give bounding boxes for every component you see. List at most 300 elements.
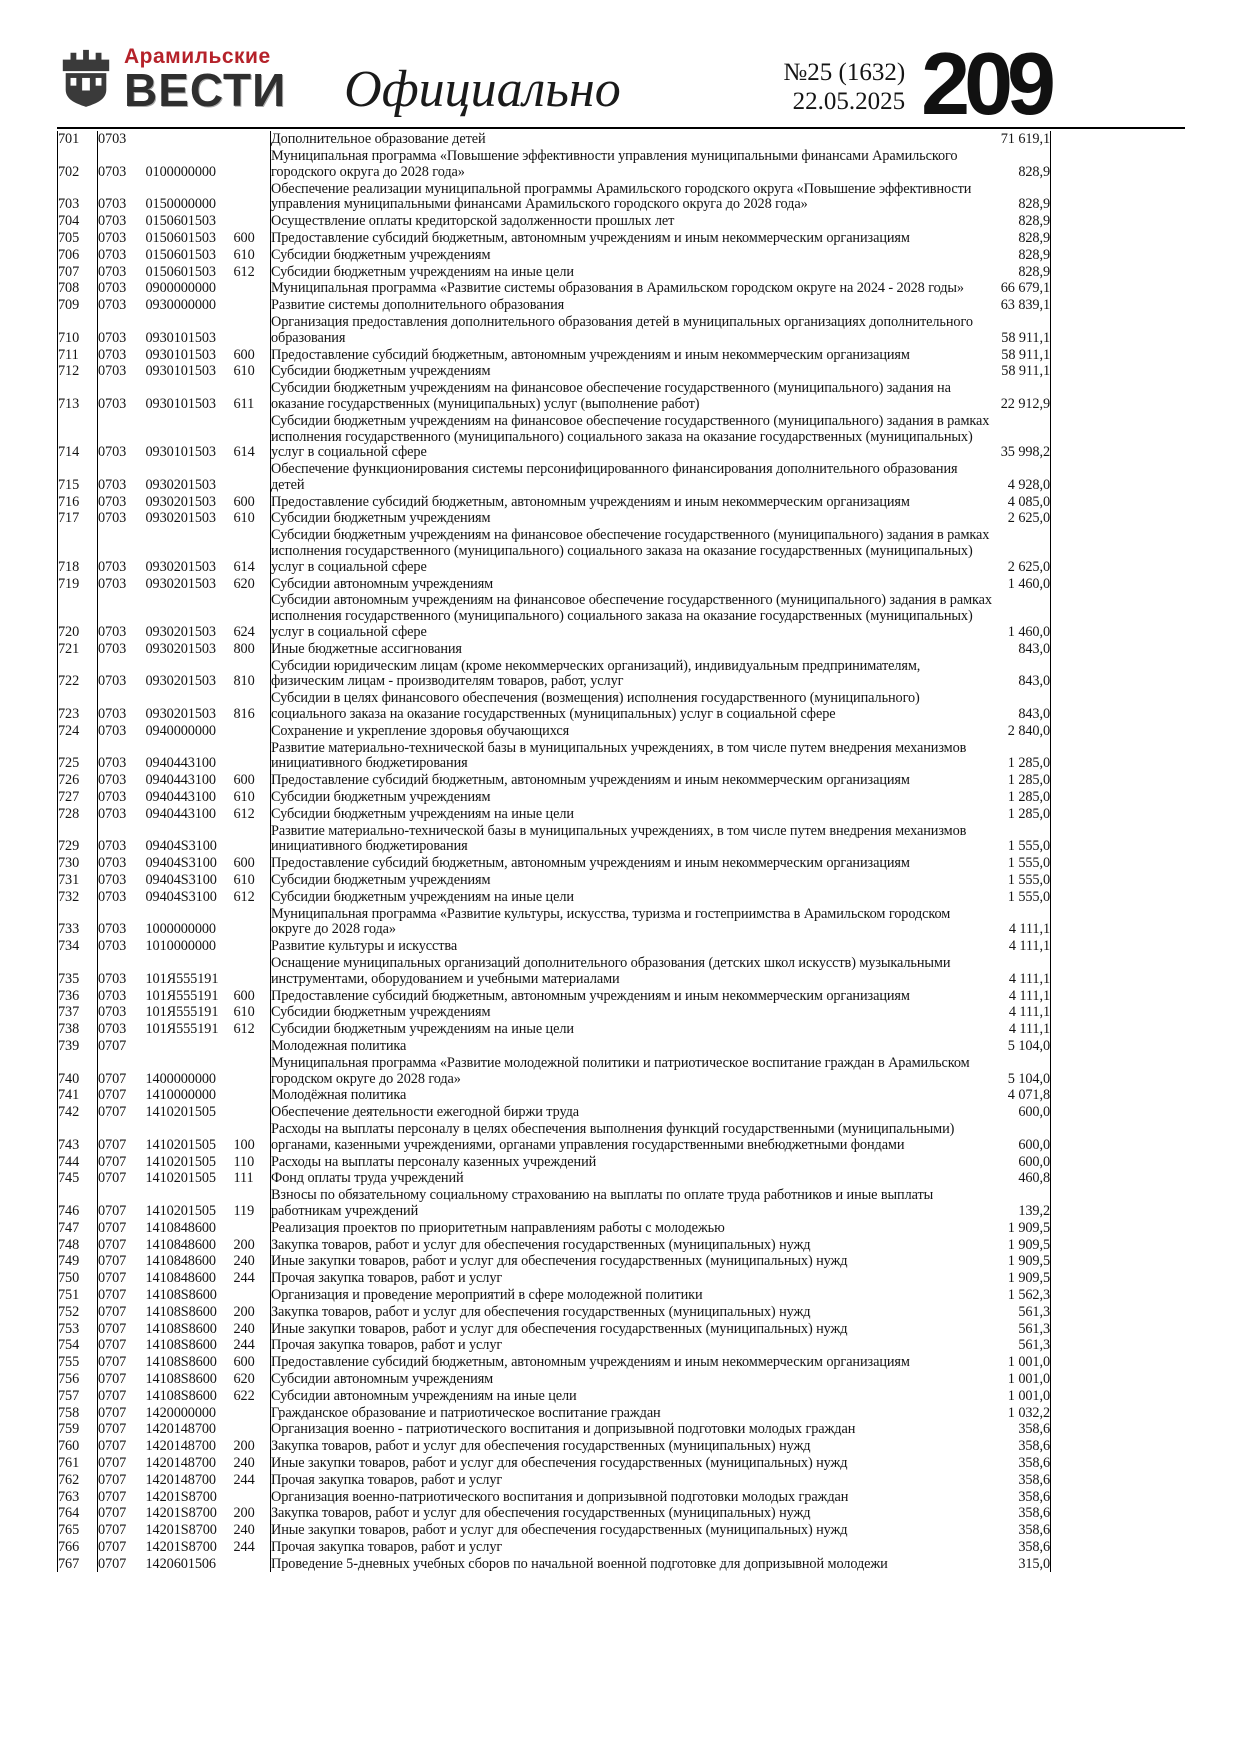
row-name: Субсидии бюджетным учреждениям на финансовое обеспечение государственного (муниципального) задания в рамках исполнения государственного (муниципального) социального заказа на оказание государственных (муниципальных) услуг в социальной сфере [271, 527, 993, 575]
expense-type-code: 600 [233, 855, 255, 872]
expense-type-code: 614 [233, 558, 255, 575]
row-amount: 5 104,0 [993, 1038, 1051, 1055]
target-article-code: 14201S8700 [145, 1505, 217, 1522]
section-code: 0703 [98, 624, 127, 641]
row-amount: 843,0 [993, 641, 1051, 658]
row-amount: 58 911,1 [993, 347, 1051, 364]
section-code: 0703 [98, 558, 127, 575]
expense-type-code [234, 1220, 271, 1237]
section-code: 0703 [98, 280, 127, 297]
row-name: Субсидии автономным учреждениям [271, 576, 993, 593]
expense-type-code: 600 [233, 1354, 255, 1371]
row-number: 717 [58, 510, 98, 527]
row-number: 703 [58, 181, 98, 214]
section-code: 0707 [98, 1270, 127, 1287]
table-row [58, 823, 1051, 856]
table-row [58, 592, 1051, 640]
row-name: Муниципальная программа «Развитие молодежной политики и патриотическое воспитание граждан в Арамильском городском округе до 2028 года» [271, 1055, 993, 1088]
table-row [58, 461, 1051, 494]
table-row [58, 1237, 1051, 1254]
expense-type-code: 110 [233, 1153, 255, 1170]
row-name: Прочая закупка товаров, работ и услуг [271, 1337, 993, 1354]
target-article-code: 1410848600 [145, 1253, 216, 1270]
row-number: 767 [58, 1556, 98, 1573]
table-row [58, 658, 1051, 691]
row-amount: 1 285,0 [993, 789, 1051, 806]
table-row [58, 1438, 1051, 1455]
target-article-code: 0930201503 [145, 510, 216, 527]
section-code: 0703 [98, 921, 127, 938]
row-amount: 561,3 [993, 1337, 1051, 1354]
table-row [58, 1371, 1051, 1388]
row-name: Субсидии бюджетным учреждениям [271, 1004, 993, 1021]
target-article-code: 14108S8600 [145, 1303, 217, 1320]
expense-type-code [234, 314, 271, 347]
row-amount: 358,6 [993, 1455, 1051, 1472]
row-amount: 358,6 [993, 1539, 1051, 1556]
row-amount: 139,2 [993, 1187, 1051, 1220]
table-row [58, 906, 1051, 939]
row-amount: 4 111,1 [993, 938, 1051, 955]
section-code: 0703 [98, 196, 127, 213]
expense-type-code: 612 [233, 1021, 255, 1038]
table-row [58, 148, 1051, 181]
table-row [58, 510, 1051, 527]
table-row [58, 131, 1051, 148]
row-name: Субсидии бюджетным учреждениям [271, 872, 993, 889]
section-code: 0707 [98, 1153, 127, 1170]
row-number: 758 [58, 1405, 98, 1422]
expense-type-code: 244 [233, 1270, 255, 1287]
section-code: 0707 [98, 1538, 127, 1555]
expense-type-code: 244 [233, 1471, 255, 1488]
table-row [58, 855, 1051, 872]
row-name: Оснащение муниципальных организаций дополнительного образования (детских школ искусств) музыкальными инструментами, оборудованием и учебными материалами [271, 955, 993, 988]
row-amount: 4 111,1 [993, 1004, 1051, 1021]
row-number: 760 [58, 1438, 98, 1455]
table-row [58, 1187, 1051, 1220]
target-article-code: 0100000000 [145, 163, 216, 180]
row-number: 739 [58, 1038, 98, 1055]
row-amount: 358,6 [993, 1438, 1051, 1455]
section-code: 0707 [98, 1438, 127, 1455]
target-article-code: 0930101503 [145, 329, 216, 346]
row-name: Муниципальная программа «Повышение эффективности управления муниципальными финансами Арамильского городского округа до 2028 года» [271, 148, 993, 181]
row-number: 704 [58, 213, 98, 230]
section-code: 0703 [98, 476, 127, 493]
expense-type-code [234, 1038, 271, 1055]
expense-type-code [234, 938, 271, 955]
row-name: Закупка товаров, работ и услуг для обеспечения государственных (муниципальных) нужд [271, 1505, 993, 1522]
row-number: 710 [58, 314, 98, 347]
row-amount: 4 111,1 [993, 988, 1051, 1005]
target-article-code: 09404S3100 [145, 872, 217, 889]
expense-type-code [234, 1489, 271, 1506]
row-number: 740 [58, 1055, 98, 1088]
section-code: 0703 [98, 722, 127, 739]
table-row [58, 641, 1051, 658]
expense-type-code: 200 [233, 1236, 255, 1253]
issue-info [783, 58, 905, 116]
row-number: 718 [58, 527, 98, 575]
coat-of-arms-icon [57, 44, 115, 108]
table-row [58, 1170, 1051, 1187]
expense-type-code: 610 [233, 872, 255, 889]
expense-type-code [234, 131, 271, 148]
row-number: 763 [58, 1489, 98, 1506]
row-name: Субсидии бюджетным учреждениям [271, 247, 993, 264]
target-article-code: 1410848600 [145, 1270, 216, 1287]
row-name: Закупка товаров, работ и услуг для обеспечения государственных (муниципальных) нужд [271, 1438, 993, 1455]
target-article-code: 0150601503 [145, 213, 216, 230]
row-number: 712 [58, 363, 98, 380]
row-amount: 358,6 [993, 1472, 1051, 1489]
section-code: 0703 [98, 363, 127, 380]
row-amount: 1 460,0 [993, 592, 1051, 640]
row-amount: 66 679,1 [993, 280, 1051, 297]
row-number: 745 [58, 1170, 98, 1187]
row-name: Субсидии автономным учреждениям на финансовое обеспечение государственного (муниципального) задания в рамках исполнения государственного (муниципального) социального заказа на оказание государственных (муниципальных) услуг в социальной сфере [271, 592, 992, 641]
section-code: 0703 [98, 346, 127, 363]
row-name: Реализация проектов по приоритетным направлениям работы с молодежью [271, 1220, 993, 1237]
table-row [58, 1455, 1051, 1472]
row-name: Иные закупки товаров, работ и услуг для обеспечения государственных (муниципальных) нужд [271, 1455, 993, 1472]
section-code: 0703 [98, 755, 127, 772]
table-row [58, 181, 1051, 214]
row-name: Иные бюджетные ассигнования [271, 641, 993, 658]
row-name: Развитие материально-технической базы в муниципальных учреждениях, в том числе путем внедрения механизмов инициативного бюджетирования [271, 740, 993, 773]
expense-type-code [234, 213, 271, 230]
target-article-code: 101Я555191 [145, 987, 219, 1004]
target-article-code: 0930201503 [145, 640, 216, 657]
table-row [58, 1337, 1051, 1354]
row-number: 727 [58, 789, 98, 806]
row-amount: 828,9 [993, 148, 1051, 181]
section-code: 0703 [98, 987, 127, 1004]
row-name: Расходы на выплаты персоналу в целях обеспечения выполнения функций государственными (муниципальными) органами, казенными учреждениями, органами управления государственными внебюджетными фондами [271, 1121, 993, 1154]
row-name: Иные закупки товаров, работ и услуг для обеспечения государственных (муниципальных) нужд [271, 1522, 993, 1539]
row-name: Обеспечение функционирования системы персонифицированного финансирования дополнительного образования детей [271, 461, 993, 494]
section-code: 0703 [98, 855, 127, 872]
row-number: 764 [58, 1505, 98, 1522]
expense-type-code [234, 823, 271, 856]
table-row [58, 690, 1051, 723]
row-number: 757 [58, 1388, 98, 1405]
section-code: 0707 [98, 1471, 127, 1488]
row-number: 750 [58, 1270, 98, 1287]
row-name: Предоставление субсидий бюджетным, автономным учреждениям и иным некоммерческим организациям [271, 855, 993, 872]
section-code: 0707 [98, 1454, 127, 1471]
table-row [58, 1388, 1051, 1405]
section-code: 0703 [98, 772, 127, 789]
row-number: 747 [58, 1220, 98, 1237]
row-amount: 358,6 [993, 1505, 1051, 1522]
row-number: 714 [58, 413, 98, 461]
expense-type-code: 810 [233, 673, 255, 690]
table-row [58, 1253, 1051, 1270]
section-code: 0703 [98, 640, 127, 657]
target-article-code: 09404S3100 [145, 838, 217, 855]
table-row [58, 247, 1051, 264]
row-amount: 828,9 [993, 247, 1051, 264]
expense-type-code [234, 1556, 271, 1573]
table-row [58, 772, 1051, 789]
section-code: 0703 [98, 1021, 127, 1038]
row-number: 733 [58, 906, 98, 939]
target-article-code: 1410201505 [145, 1202, 216, 1219]
row-amount: 828,9 [993, 264, 1051, 281]
expense-type-code [234, 297, 271, 314]
row-name: Дополнительное образование детей [271, 131, 993, 148]
row-number: 705 [58, 230, 98, 247]
target-article-code: 0930201503 [145, 706, 216, 723]
row-amount: 1 285,0 [993, 806, 1051, 823]
table-row [58, 1421, 1051, 1438]
row-number: 728 [58, 806, 98, 823]
row-number: 726 [58, 772, 98, 789]
row-name: Организация военно - патриотического воспитания и допризывной подготовки молодых граждан [271, 1421, 993, 1438]
row-name: Субсидии бюджетным учреждениям [271, 789, 993, 806]
row-number: 707 [58, 264, 98, 281]
expense-type-code: 624 [233, 624, 255, 641]
row-name: Развитие культуры и искусства [271, 938, 993, 955]
row-name: Субсидии бюджетным учреждениям на иные цели [271, 889, 993, 906]
section-code: 0703 [98, 838, 127, 855]
row-amount: 843,0 [993, 658, 1051, 691]
target-article-code: 0940443100 [145, 772, 216, 789]
target-article-code: 0940443100 [145, 755, 216, 772]
row-number: 736 [58, 988, 98, 1005]
table-row [58, 347, 1051, 364]
target-article-code: 14108S8600 [145, 1387, 217, 1404]
brand-text [124, 42, 287, 116]
row-name: Расходы на выплаты персоналу казенных учреждений [271, 1154, 993, 1171]
expense-type-code: 111 [233, 1170, 254, 1187]
target-article-code: 101Я555191 [145, 970, 219, 987]
expense-type-code [234, 723, 271, 740]
section-code: 0703 [98, 163, 127, 180]
row-amount: 4 085,0 [993, 494, 1051, 511]
row-number: 702 [58, 148, 98, 181]
table-row [58, 1270, 1051, 1287]
target-article-code: 0150601503 [145, 246, 216, 263]
section-code: 0707 [98, 1170, 127, 1187]
target-article-code: 0930101503 [145, 363, 216, 380]
row-number: 711 [58, 347, 98, 364]
budget-table [57, 131, 1051, 1572]
section-code: 0703 [98, 970, 127, 987]
table-row [58, 280, 1051, 297]
section-code: 0703 [98, 444, 127, 461]
row-name: Осуществление оплаты кредиторской задолженности прошлых лет [271, 213, 993, 230]
row-amount: 1 032,2 [993, 1405, 1051, 1422]
row-number: 759 [58, 1421, 98, 1438]
section-code: 0707 [98, 1404, 127, 1421]
row-amount: 1 285,0 [993, 772, 1051, 789]
table-row [58, 314, 1051, 347]
target-article-code: 14108S8600 [145, 1370, 217, 1387]
section-code: 0707 [98, 1037, 127, 1054]
section-code: 0703 [98, 1004, 127, 1021]
expense-type-code [234, 1287, 271, 1304]
expense-type-code: 610 [233, 363, 255, 380]
table-row [58, 297, 1051, 314]
table-row [58, 889, 1051, 906]
table-row [58, 988, 1051, 1005]
row-amount: 1 555,0 [993, 872, 1051, 889]
expense-type-code: 610 [233, 789, 255, 806]
row-name: Предоставление субсидий бюджетным, автономным учреждениям и иным некоммерческим организациям [271, 772, 993, 789]
row-amount: 561,3 [993, 1304, 1051, 1321]
row-name: Закупка товаров, работ и услуг для обеспечения государственных (муниципальных) нужд [271, 1304, 993, 1321]
table-row [58, 413, 1051, 461]
table-row [58, 1021, 1051, 1038]
target-article-code: 0930201503 [145, 558, 216, 575]
row-name: Предоставление субсидий бюджетным, автономным учреждениям и иным некоммерческим организациям [271, 988, 993, 1005]
row-number: 734 [58, 938, 98, 955]
section-code: 0707 [98, 1505, 127, 1522]
target-article-code: 14108S8600 [145, 1320, 217, 1337]
expense-type-code: 240 [233, 1253, 255, 1270]
row-amount: 4 071,8 [993, 1087, 1051, 1104]
row-amount: 4 111,1 [993, 955, 1051, 988]
target-article-code: 0930201503 [145, 493, 216, 510]
row-number: 730 [58, 855, 98, 872]
expense-type-code: 612 [233, 888, 255, 905]
page-number: 209 [921, 34, 1050, 133]
row-amount: 1 285,0 [993, 740, 1051, 773]
target-article-code: 1420148700 [145, 1421, 216, 1438]
table-row [58, 1489, 1051, 1506]
target-article-code: 0930000000 [145, 297, 216, 314]
row-amount: 58 911,1 [993, 314, 1051, 347]
section-code: 0707 [98, 1320, 127, 1337]
table-row [58, 527, 1051, 575]
section-code: 0707 [98, 1522, 127, 1539]
target-article-code: 09404S3100 [145, 888, 217, 905]
row-number: 708 [58, 280, 98, 297]
section-code: 0707 [98, 1421, 127, 1438]
row-number: 753 [58, 1321, 98, 1338]
row-number: 729 [58, 823, 98, 856]
row-name: Субсидии бюджетным учреждениям на иные цели [271, 806, 993, 823]
row-name: Субсидии бюджетным учреждениям на иные цели [271, 264, 993, 281]
section-code: 0707 [98, 1286, 127, 1303]
target-article-code: 0930201503 [145, 575, 216, 592]
target-article-code: 0930101503 [145, 444, 216, 461]
expense-type-code [234, 740, 271, 773]
table-row [58, 1038, 1051, 1055]
row-name: Гражданское образование и патриотическое воспитание граждан [271, 1405, 993, 1422]
row-name: Субсидии бюджетным учреждениям на иные цели [271, 1021, 993, 1038]
table-row [58, 1055, 1051, 1088]
row-amount: 828,9 [993, 213, 1051, 230]
row-number: 752 [58, 1304, 98, 1321]
expense-type-code: 612 [233, 263, 255, 280]
target-article-code: 0940000000 [145, 722, 216, 739]
expense-type-code: 200 [233, 1438, 255, 1455]
row-name: Сохранение и укрепление здоровья обучающихся [271, 723, 993, 740]
row-number: 741 [58, 1087, 98, 1104]
brand-name-top: Арамильские [124, 45, 271, 68]
target-article-code: 09404S3100 [145, 855, 217, 872]
expense-type-code [234, 148, 271, 181]
expense-type-code: 600 [233, 493, 255, 510]
row-number: 749 [58, 1253, 98, 1270]
row-number: 735 [58, 955, 98, 988]
expense-type-code: 610 [233, 1004, 255, 1021]
brand-name-bottom: ВЕСТИ [124, 64, 287, 116]
row-amount: 1 555,0 [993, 889, 1051, 906]
row-amount: 35 998,2 [993, 413, 1051, 461]
section-code: 0703 [98, 131, 127, 148]
expense-type-code: 600 [233, 987, 255, 1004]
row-number: 762 [58, 1472, 98, 1489]
row-amount: 1 001,0 [993, 1371, 1051, 1388]
target-article-code: 1410848600 [145, 1219, 216, 1236]
section-code: 0703 [98, 673, 127, 690]
row-number: 742 [58, 1104, 98, 1121]
section-code: 0703 [98, 229, 127, 246]
section-title: Официально [344, 61, 621, 118]
target-article-code: 0940443100 [145, 789, 216, 806]
target-article-code: 0930101503 [145, 346, 216, 363]
row-number: 755 [58, 1354, 98, 1371]
row-amount: 63 839,1 [993, 297, 1051, 314]
row-name: Развитие системы дополнительного образования [271, 297, 993, 314]
row-number: 732 [58, 889, 98, 906]
section-code: 0707 [98, 1236, 127, 1253]
section-code: 0703 [98, 329, 127, 346]
row-number: 715 [58, 461, 98, 494]
section-code: 0703 [98, 789, 127, 806]
row-amount: 2 840,0 [993, 723, 1051, 740]
row-amount: 600,0 [993, 1104, 1051, 1121]
row-amount: 1 562,3 [993, 1287, 1051, 1304]
target-article-code: 0930201503 [145, 624, 216, 641]
target-article-code: 0150000000 [145, 196, 216, 213]
section-code: 0703 [98, 706, 127, 723]
table-row [58, 723, 1051, 740]
target-article-code: 0930201503 [145, 673, 216, 690]
target-article-code: 1400000000 [145, 1070, 216, 1087]
expense-type-code [234, 906, 271, 939]
row-name: Прочая закупка товаров, работ и услуг [271, 1539, 993, 1556]
section-code: 0703 [98, 805, 127, 822]
row-name: Субсидии бюджетным учреждениям [271, 363, 993, 380]
table-row [58, 955, 1051, 988]
row-amount: 843,0 [993, 690, 1051, 723]
row-amount: 1 555,0 [993, 823, 1051, 856]
row-name: Организация и проведение мероприятий в сфере молодежной политики [271, 1287, 993, 1304]
target-article-code: 1410848600 [145, 1236, 216, 1253]
row-name: Субсидии юридическим лицам (кроме некоммерческих организаций), индивидуальным предпринимателям, физическим лицам - производителям товаров, работ, услуг [271, 658, 993, 691]
table-row [58, 1556, 1051, 1573]
row-name: Молодежная политика [271, 1038, 993, 1055]
table-row [58, 1220, 1051, 1237]
row-amount: 600,0 [993, 1121, 1051, 1154]
row-amount: 2 625,0 [993, 510, 1051, 527]
table-row [58, 213, 1051, 230]
row-name: Закупка товаров, работ и услуг для обеспечения государственных (муниципальных) нужд [271, 1237, 993, 1254]
row-name: Прочая закупка товаров, работ и услуг [271, 1270, 993, 1287]
section-code: 0703 [98, 938, 127, 955]
row-number: 720 [58, 592, 98, 640]
section-code: 0707 [98, 1488, 127, 1505]
row-name: Субсидии бюджетным учреждениям на финансовое обеспечение государственного (муниципального) задания на оказание государственных (муниципальных) услуг (выполнение работ) [271, 380, 993, 413]
expense-type-code [234, 1421, 271, 1438]
section-code: 0703 [98, 246, 127, 263]
